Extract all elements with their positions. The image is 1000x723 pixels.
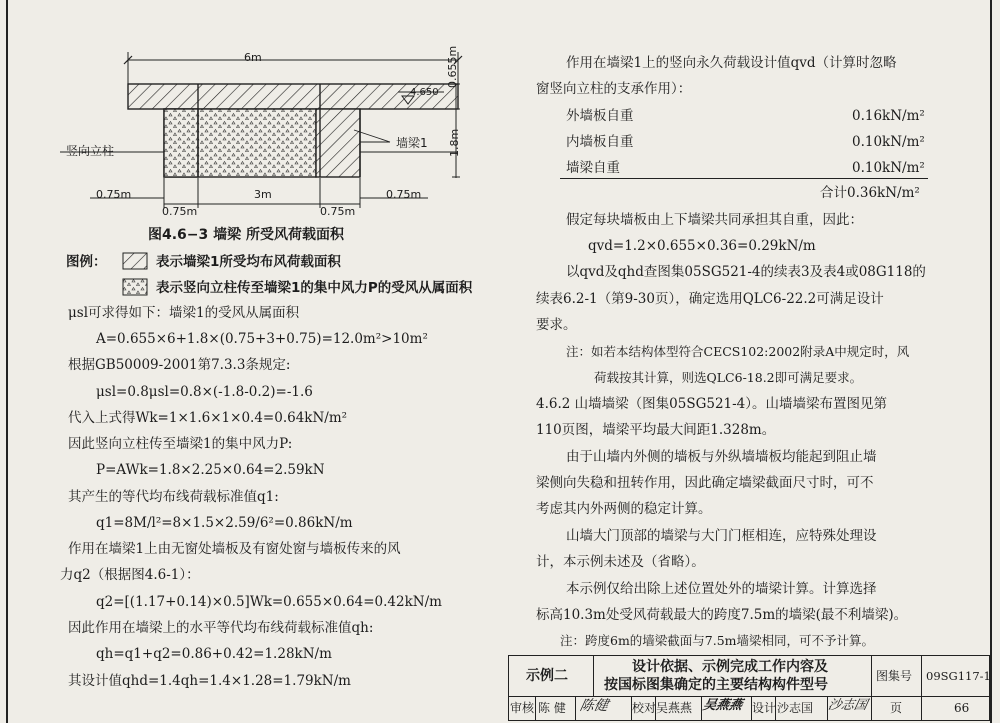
left-line-4: μsl=0.8μsl=0.8×(-1.8-0.2)=-1.6 (96, 384, 313, 400)
right-s2: 110页图，墙梁平均最大间距1.328m。 (536, 422, 776, 438)
check-label: 校对 (632, 701, 657, 715)
right-p3a: 由于山墙内外侧的墙板与外纵墙墙板均能起到阻止墙 (566, 449, 877, 465)
right-p2c: 要求。 (536, 317, 577, 333)
figure-caption: 图4.6−3 墙梁 所受风荷载面积 (148, 227, 345, 243)
dim-075-bottom-1: 0.75m (162, 205, 198, 218)
load-name-3: 墙梁自重 (566, 160, 620, 176)
right-note1b: 荷载按其计算，则选QLC6-18.2即可满足要求。 (594, 370, 863, 385)
right-p5a: 本示例仅给出除上述位置处外的墙梁计算。计算选择 (566, 581, 877, 597)
design-label: 设计 (752, 701, 777, 715)
right-intro-1: 作用在墙梁1上的竖向永久荷载设计值qvd（计算时忽略 (566, 55, 897, 71)
legend-item-1: 表示墙梁1所受均布风荷载面积 (156, 254, 341, 270)
left-line-10: 作用在墙梁1上由无窗处墙板及有窗处窗与墙板传来的风 (68, 541, 401, 557)
dim-075-left-label: 0.75m (96, 188, 132, 201)
load-name-1: 外墙板自重 (566, 108, 634, 124)
dim-6m-label: 6m (244, 51, 262, 64)
dim-075-right-label: 0.75m (386, 188, 422, 201)
right-note1a: 注：如若本结构体型符合CECS102:2002附录A中规定时，风 (566, 344, 910, 359)
review-name: 陈 健 (538, 701, 566, 715)
page-number: 66 (954, 701, 970, 715)
total-rule (560, 178, 928, 179)
right-border-line (990, 0, 992, 723)
left-line-8: 其产生的等代均布线荷载标准值q1: (68, 489, 279, 505)
left-line-1: μsl可求得如下：墙梁1的受风从属面积 (68, 305, 300, 321)
dim-0655-label: 0.655m (446, 45, 459, 88)
atlas-label: 图集号 (876, 669, 913, 683)
hatched-area-right (316, 109, 360, 177)
right-p2a: 以qvd及qhd查图集05SG521-4的续表3及表4或08G118的 (566, 264, 926, 280)
right-eq: qvd=1.2×0.655×0.36=0.29kN/m (588, 238, 816, 254)
legend-item-2: 表示竖向立柱传至墙梁1的集中风力P的受风从属面积 (156, 280, 473, 296)
atlas-number: 09SG117-1 (926, 669, 991, 683)
right-intro-2: 窗竖向立柱的支承作用）： (536, 81, 692, 97)
load-value-3: 0.10kN/m² (852, 160, 925, 176)
left-line-9: q1=8M/l²=8×1.5×2.59/6²=0.86kN/m (96, 515, 353, 531)
right-s1: 4.6.2 山墙墙梁（图集05SG521-4）。山墙墙梁布置图见第 (536, 396, 888, 412)
right-note2: 注：跨度6m的墙梁截面与7.5m墙梁相同，可不予计算。 (560, 633, 875, 648)
load-name-2: 内墙板自重 (566, 134, 634, 150)
left-line-7: P=AWk=1.8×2.25×0.64=2.59kN (96, 462, 325, 478)
example-label: 示例二 (526, 668, 568, 684)
right-p5b: 标高10.3m处受风荷载最大的跨度7.5m的墙梁(最不利墙梁)。 (536, 607, 908, 623)
left-line-15: 其设计值qhd=1.4qh=1.4×1.28=1.79kN/m (68, 673, 351, 689)
check-signature: 吴燕燕 (701, 698, 744, 713)
left-line-13: 因此作用在墙梁上的水平等代均布线荷载标准值qh: (68, 620, 374, 636)
right-p1: 假定每块墙板由上下墙梁共同承担其自重，因此： (566, 212, 863, 228)
load-value-2: 0.10kN/m² (852, 134, 925, 150)
left-binding-line (6, 0, 8, 723)
load-value-1: 0.16kN/m² (852, 108, 925, 124)
left-line-3: 根据GB50009-2001第7.3.3条规定: (68, 357, 291, 373)
legend-hatch-swatch (122, 252, 148, 270)
left-line-6: 因此竖向立柱传至墙梁1的集中风力P: (68, 436, 293, 452)
vertical-post-label: 竖向立柱 (66, 144, 115, 158)
right-p2b: 续表6.2-1（第9-30页），确定选用QLC6-22.2可满足设计 (536, 291, 884, 307)
dim-18-label: 1.8m (448, 128, 461, 157)
right-p3b: 梁侧向失稳和扭转作用，因此确定墙梁截面尺寸时，可不 (536, 475, 874, 491)
design-name: 沙志国 (777, 701, 814, 715)
right-p4a: 山墙大门顶部的墙梁与大门门框相连，应特殊处理设 (566, 528, 877, 544)
load-total: 合计0.36kN/m² (820, 185, 920, 201)
left-line-11: 力q2（根据图4.6-1）： (60, 567, 200, 583)
title-line-2: 按国标图集确定的主要结构构件型号 (604, 677, 828, 693)
design-signature: 沙志国 (826, 698, 869, 713)
title-line-1: 设计依据、示例完成工作内容及 (632, 659, 828, 675)
left-line-14: qh=q1+q2=0.86+0.42=1.28kN/m (96, 646, 332, 662)
left-line-5: 代入上式得Wk=1×1.6×1×0.4=0.64kN/m² (68, 410, 348, 426)
review-label: 审核 (510, 701, 535, 715)
elevation-label: 4.650 (410, 87, 439, 98)
right-p3c: 考虑其内外两侧的稳定计算。 (536, 501, 712, 517)
right-p4b: 计，本示例未述及（省略）。 (536, 554, 705, 570)
left-line-2: A=0.655×6+1.8×(0.75+3+0.75)=12.0m²>10m² (96, 331, 428, 347)
left-line-12: q2=[(1.17+0.14)×0.5]Wk=0.655×0.64=0.42kN/m (96, 594, 442, 610)
dim-3m-label: 3m (254, 188, 272, 201)
page-label: 页 (890, 701, 903, 715)
legend-title: 图例： (66, 254, 107, 270)
wall-beam-label: 墙梁1 (396, 136, 428, 150)
check-name: 吴燕燕 (656, 701, 693, 715)
dim-075-bottom-2: 0.75m (320, 205, 356, 218)
legend-dots-swatch (122, 278, 148, 296)
review-signature: 陈健 (578, 698, 610, 714)
